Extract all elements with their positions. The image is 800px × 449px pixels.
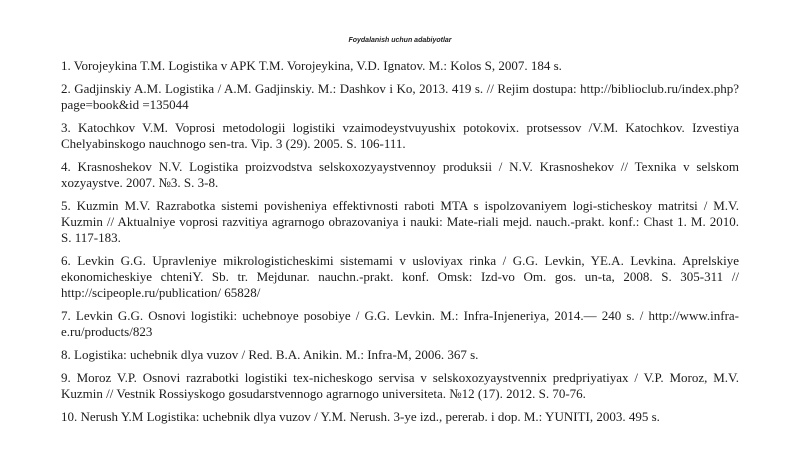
reference-item: 8. Logistika: uchebnik dlya vuzov / Red. B.A. Anikin. M.: Infra-M, 2006. 367 s. xyxy=(61,347,479,362)
reference-list xyxy=(61,58,739,432)
reference-item: 1. Vorojeykina T.M. Logistika v APK T.M. Vorojeykina, V.D. Ignatov. M.: Kolos S, 2007. 184 s. xyxy=(61,58,562,73)
reference-item: 7. Levkin G.G. Osnovi logistiki: uchebnoye posobiye / G.G. Levkin. M.: Infra-Injeneriya, 2014.— 240 s. / http://www.infra-e.ru/products/823 xyxy=(61,308,739,339)
reference-item: 3. Katochkov V.M. Voprosi metodologii logistiki vzaimodeystvuyushix potokovix. protsessov /V.M. Katochkov. Izvestiya Chelyabinskogo nauchnogo sen-tra. Vip. 3 (29). 2005. S. 106-111. xyxy=(61,120,739,151)
reference-item: 6. Levkin G.G. Upravleniye mikrologisticheskimi sistemami v usloviyax rinka / G.G. Levkin, YE.A. Levkina. Aprelskiye ekonomicheskiye chteniY. Sb. tr. Mejdunar. nauchn.-prakt. konf. Omsk: Izd-vo Om. gos. un-ta, 2008. S. 305-311 // http://scipeople.ru/publication/ 65828/ xyxy=(61,253,739,300)
slide-title: Foydalanish uchun adabiyotlar xyxy=(348,37,452,44)
reference-item: 10. Nerush Y.M Logistika: uchebnik dlya vuzov / Y.M. Nerush. 3-ye izd., pererab. i dop. M.: YUNITI, 2003. 495 s. xyxy=(61,409,660,424)
reference-item: 4. Krasnoshekov N.V. Logistika proizvodstva selskoxozyaystvennoy produksii / N.V. Krasnoshekov // Texnika v selskom xozyaystve. 2007. №3. S. 3-8. xyxy=(61,159,739,190)
reference-item: 5. Kuzmin M.V. Razrabotka sistemi povisheniya effektivnosti raboti MTA s ispolzovaniyem logi-sticheskoy matritsi / M.V. Kuzmin // Aktualniye voprosi razvitiya agrarnogo obrazovaniya i nauki: Mate-riali mejd. nauch.-prakt. konf.: Chast 1. M. 2010. S. 117-183. xyxy=(61,198,739,245)
reference-item: 2. Gadjinskiy A.M. Logistika / A.M. Gadjinskiy. M.: Dashkov i Ko, 2013. 419 s. // Rejim dostupa: http://biblioclub.ru/index.php?page=book&id =135044 xyxy=(61,81,739,112)
reference-item: 9. Moroz V.P. Osnovi razrabotki logistiki tex-nicheskogo servisa v selskoxozyaystvennix predpriyatiyax / V.P. Moroz, M.V. Kuzmin // Vestnik Rossiyskogo gosudarstvennogo agrarnogo universiteta. №12 (17). 2012. S. 70-76. xyxy=(61,370,739,401)
